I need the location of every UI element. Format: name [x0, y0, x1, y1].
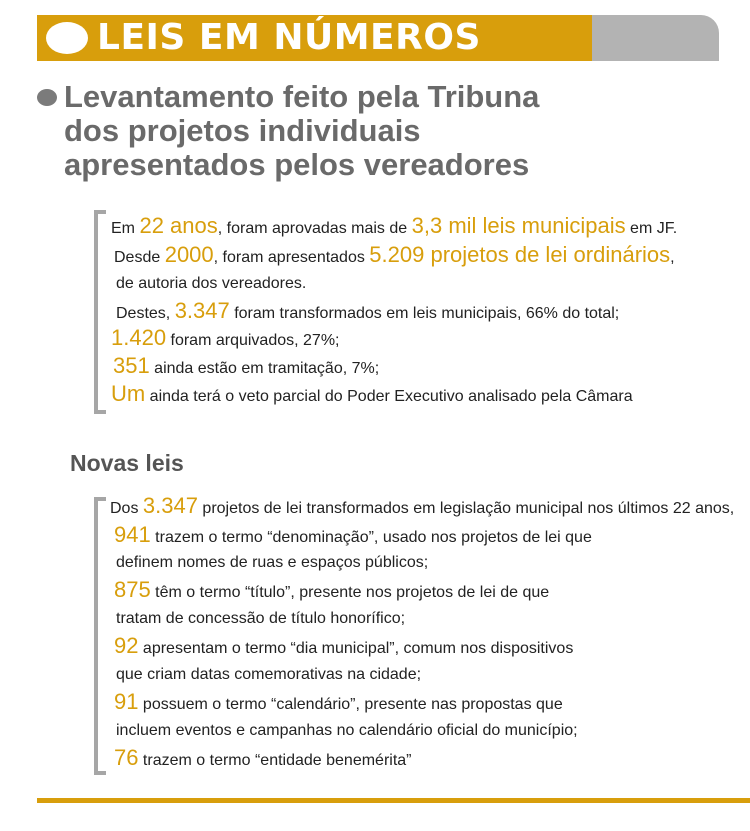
section-title: Novas leis [70, 450, 184, 476]
stat-line [114, 746, 412, 773]
highlight: 3.347 [142, 493, 198, 518]
text: trazem o termo “entidade benemérita” [138, 752, 412, 769]
highlight: 3.347 [174, 298, 230, 323]
page-title: LEIS EM NÚMEROS [97, 17, 481, 58]
stat-line: tratam de concessão de título honorífico; [116, 610, 406, 627]
text: Dos [110, 500, 143, 517]
highlight: 875 [114, 577, 151, 602]
subtitle-line: dos projetos individuais [64, 113, 421, 148]
highlight: 91 [114, 689, 139, 714]
stat-line [111, 382, 633, 409]
highlight: 2000 [164, 242, 214, 267]
highlight: Um [111, 381, 146, 406]
stat-line: incluem eventos e campanhas no calendário oficial do município; [116, 722, 578, 739]
stat-line [111, 214, 677, 241]
text: , foram aprovadas mais de [217, 220, 412, 237]
stat-line: definem nomes de ruas e espaços públicos; [116, 554, 429, 571]
text: Destes, [116, 305, 175, 322]
stat-line [114, 243, 675, 270]
stat-line: que criam datas comemorativas na cidade; [116, 666, 422, 683]
text: ainda estão em tramitação, 7%; [149, 360, 380, 377]
bracket-decoration [94, 210, 106, 414]
stat-line [114, 578, 549, 605]
stat-line [110, 494, 734, 521]
highlight: 1.420 [111, 325, 167, 350]
text: Desde [114, 249, 165, 266]
bracket-decoration [94, 497, 106, 775]
subtitle [64, 80, 664, 182]
text: , foram apresentados [213, 249, 370, 266]
text: apresentam o termo “dia municipal”, comum nos dispositivos [138, 640, 574, 657]
stat-line [114, 634, 573, 661]
stat-line [114, 523, 592, 550]
stat-line [114, 690, 563, 717]
subtitle-line: apresentados pelos vereadores [64, 147, 530, 182]
stat-line [116, 299, 619, 326]
header-banner [37, 15, 719, 61]
text: têm o termo “título”, presente nos projetos de lei de que [150, 584, 550, 601]
header-accent [37, 15, 592, 61]
bullet-dot-icon [37, 89, 57, 106]
text: foram arquivados, 27%; [166, 332, 340, 349]
highlight: 941 [114, 522, 151, 547]
text: Em [111, 220, 140, 237]
footer-divider [37, 798, 750, 803]
stat-line [111, 326, 339, 353]
bullet-dot-icon [46, 22, 88, 54]
text: possuem o termo “calendário”, presente nas propostas que [138, 696, 563, 713]
highlight: 76 [114, 745, 139, 770]
text: em JF. [625, 220, 678, 237]
text: trazem o termo “denominação”, usado nos projetos de lei que [150, 529, 592, 546]
text: ainda terá o veto parcial do Poder Executivo analisado pela Câmara [145, 388, 633, 405]
subtitle-line: Levantamento feito pela Tribuna [64, 79, 540, 114]
stat-line [113, 354, 379, 381]
highlight: 92 [114, 633, 139, 658]
text: projetos de lei transformados em legislação municipal nos últimos 22 anos, [197, 500, 735, 517]
highlight: 22 anos [139, 213, 218, 238]
highlight: 351 [113, 353, 150, 378]
highlight: 3,3 mil leis municipais [411, 213, 626, 238]
stat-line: de autoria dos vereadores. [116, 275, 307, 292]
text: , [670, 249, 675, 266]
text: foram transformados em leis municipais, 66% do total; [229, 305, 620, 322]
highlight: 5.209 projetos de lei ordinários [369, 242, 671, 267]
